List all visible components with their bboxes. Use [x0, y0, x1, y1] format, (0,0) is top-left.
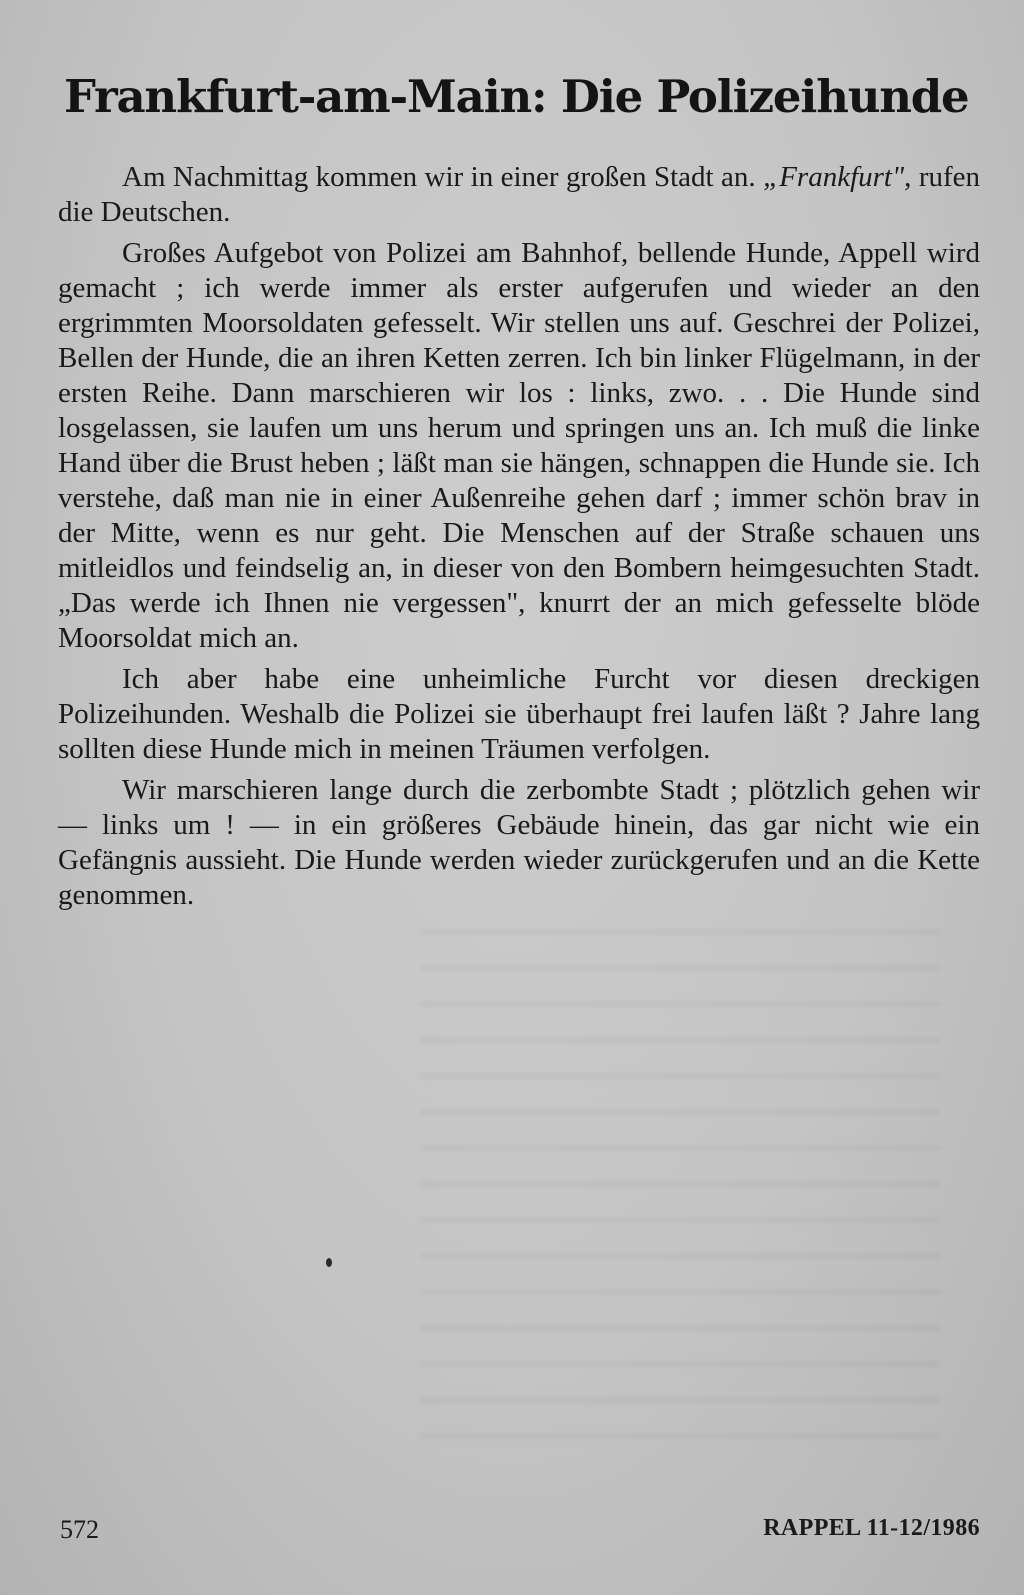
paragraph-3: Ich aber habe eine unheimliche Furcht vor diesen dreckigen Polizeihunden. Weshalb die Polizei sie überhaupt frei laufen läßt ? Jahre lang sollten diese Hunde mich in meinen Träumen verfolgen.	[58, 663, 980, 765]
running-footer: RAPPEL 11-12/1986	[763, 1515, 980, 1541]
paragraph-2: Großes Aufgebot von Polizei am Bahnhof, bellende Hunde, Appell wird gemacht ; ich werde immer als erster aufgerufen und wieder an den ergrimmten Moorsoldaten gefesselt. Wir stellen uns auf. Geschrei der Polizei, Bellen der Hunde, die an ihren Ketten zerren. Ich bin linker Flügelmann, in der ersten Reihe. Dann marschieren wir los : links, zwo. . . Die Hunde sind losgelassen, sie laufen um uns herum und springen uns an. Ich muß die linke Hand über die Brust heben ; läßt man sie hängen, schnappen die Hunde sie. Ich verstehe, daß man nie in einer Außenreihe gehen darf ; immer schön brav in der Mitte, wenn es nur geht. Die Menschen auf der Straße schauen uns mitleidlos und feindselig an, in dieser von den Bombern heimgesuchten Stadt. „Das werde ich Ihnen nie vergessen", knurrt der an mich gefesselte blöde Moorsoldat mich an.	[58, 237, 980, 654]
ink-speck	[326, 1258, 332, 1267]
paragraph-1	[58, 160, 980, 230]
paragraph-1-lead: Am Nachmittag kommen wir in einer großen Stadt an.	[122, 161, 764, 193]
page-number: 572	[60, 1515, 99, 1544]
paragraph-4: Wir marschieren lange durch die zerbombte Stadt ; plötzlich gehen wir — links um ! — in ein größeres Gebäude hinein, das gar nicht wie ein Gefängnis aussieht. Die Hunde werden wieder zurückgerufen und an die Kette genommen.	[58, 774, 980, 911]
paragraph-1-emphasis: „Frankfurt"	[763, 161, 905, 193]
show-through-text	[420, 930, 940, 1450]
body-text	[58, 160, 980, 919]
page-title: Frankfurt-am-Main: Die Polizeihunde	[64, 70, 969, 123]
paragraph-1-tail: , rufen die Deutschen.	[58, 161, 981, 228]
